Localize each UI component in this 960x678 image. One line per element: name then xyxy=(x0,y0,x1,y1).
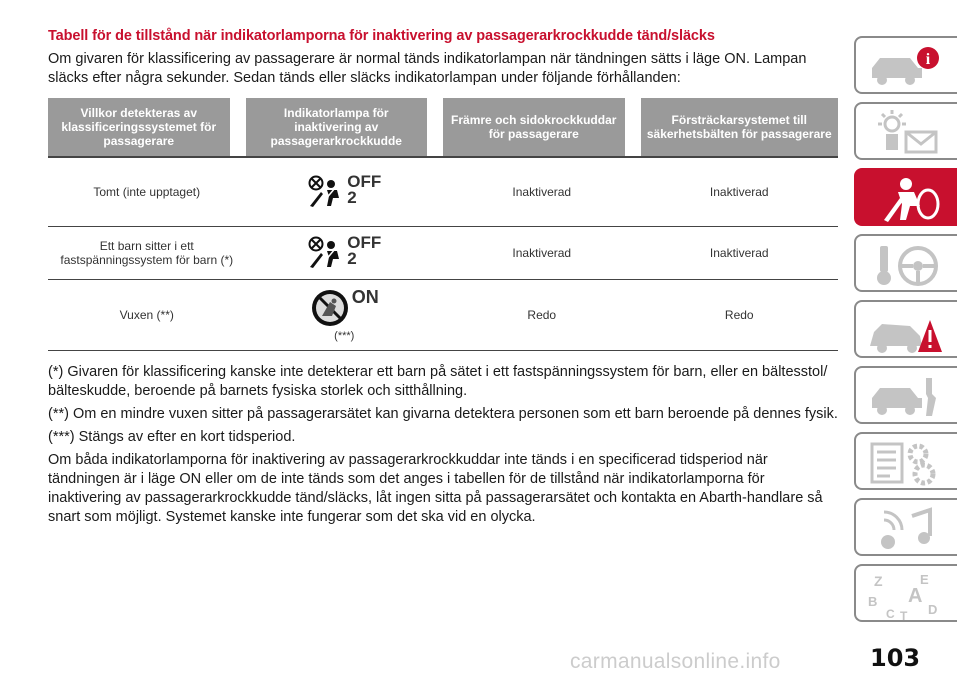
lamp-off-label: OFF xyxy=(347,232,382,252)
airbag-indicator-table xyxy=(48,98,838,351)
tab-maintenance[interactable] xyxy=(854,366,957,424)
cell-front-airbags: Inaktiverad xyxy=(443,227,641,280)
header-condition: Villkor detekteras av klassificeringssystemet för passagerare xyxy=(48,98,246,156)
tab-dashboard-lights[interactable] xyxy=(854,102,957,160)
tab-starting-driving[interactable] xyxy=(854,234,957,292)
table-row xyxy=(48,280,838,351)
index-letter: D xyxy=(928,602,938,617)
tab-car-info[interactable] xyxy=(854,36,957,94)
tab-index[interactable] xyxy=(854,564,957,622)
table-header-row xyxy=(48,98,838,156)
tab-emergency[interactable] xyxy=(854,300,957,358)
cell-indicator-lamp xyxy=(246,156,444,227)
index-letters-icon xyxy=(866,570,946,620)
airbag-off-indicator xyxy=(307,171,382,208)
car-info-icon xyxy=(866,42,946,92)
table-row xyxy=(48,227,838,280)
lamp-digit: 2 xyxy=(347,248,357,268)
warning-paragraph: Om båda indikatorlamporna för inaktivering av passagerarkrockkuddar inte tänds i en specificerad tidsperiod när tändningen är i läge ON eller om de inte tänds som det anges i tabellen för de tillstånd när indikatorlamporna för inaktivering av passagerarkrockkudde tänd/släcks, låt ingen sitta på passagerarsätet och kontakta en Abarth-handlare så snart som möjligt. Systemet kanske inte fungerar som det ska vid en olycka. xyxy=(48,452,823,525)
page-heading: Tabell för de tillstånd när indikatorlamporna för inaktivering av passagerarkrockkudde tänd/släcks xyxy=(48,28,715,44)
index-letter: E xyxy=(920,572,929,587)
index-letter: T xyxy=(900,609,908,620)
lamp-on-label: ON xyxy=(351,287,379,307)
emergency-car-icon xyxy=(866,306,946,356)
lamp-off-label: OFF xyxy=(347,171,382,191)
tab-technical-data[interactable] xyxy=(854,432,957,490)
dashboard-lights-icon xyxy=(866,108,946,158)
header-front-side-airbags: Främre och sidokrockkuddar för passagerare xyxy=(443,98,641,156)
cell-front-airbags: Inaktiverad xyxy=(443,156,641,227)
page-number: 103 xyxy=(870,644,921,672)
cell-condition: Vuxen (**) xyxy=(48,280,246,351)
svg-text:i: i xyxy=(925,51,931,68)
cell-pretensioner: Inaktiverad xyxy=(641,156,839,227)
index-letter: C xyxy=(886,607,895,620)
table-row xyxy=(48,156,838,227)
footnote-turn-off: (***) Stängs av efter en kort tidsperiod. xyxy=(48,429,296,445)
intro-paragraph: Om givaren för klassificering av passagerare är normal tänds indikatorlampan när tändningen sätts i läge ON. Lampan släcks efter några sekunder. Sedan tänds eller släcks indikatorlampan under följande förhållanden: xyxy=(48,51,807,86)
lamp-digit: 2 xyxy=(347,187,357,207)
passenger-airbag-on-icon xyxy=(310,288,350,328)
header-pretensioner: Försträckarsystemet till säkerhetsbälten för passagerare xyxy=(641,98,839,156)
multimedia-icon xyxy=(866,504,946,554)
airbag-off-indicator xyxy=(307,232,382,269)
page-content xyxy=(48,28,838,531)
watermark: carmanualsonline.info xyxy=(570,650,781,673)
footnote-small-adult: (**) Om en mindre vuxen sitter på passagerarsätet kan givarna detektera personen som ett barn beroende på dennes fysik. xyxy=(48,406,838,422)
cell-pretensioner: Inaktiverad xyxy=(641,227,839,280)
passenger-airbag-off-icon xyxy=(307,174,347,208)
index-letter: Z xyxy=(874,573,883,589)
car-maintenance-icon xyxy=(866,372,946,422)
index-letter: B xyxy=(868,594,878,609)
cell-indicator-lamp xyxy=(246,227,444,280)
footnotes xyxy=(48,363,838,527)
chapter-tabs-sidebar xyxy=(852,0,960,678)
key-steering-wheel-icon xyxy=(866,240,946,290)
cell-condition: Ett barn sitter i ett fastspänningssystem för barn (*) xyxy=(48,227,246,280)
cell-pretensioner: Redo xyxy=(641,280,839,351)
safety-airbag-icon xyxy=(866,174,946,224)
lamp-footnote-ref: (***) xyxy=(334,330,355,342)
tab-multimedia[interactable] xyxy=(854,498,957,556)
airbag-on-indicator xyxy=(250,288,440,342)
technical-data-icon xyxy=(866,438,946,488)
cell-front-airbags: Redo xyxy=(443,280,641,351)
cell-indicator-lamp xyxy=(246,280,444,351)
passenger-airbag-off-icon xyxy=(307,235,347,269)
footnote-child: (*) Givaren för klassificering kanske inte detekterar ett barn på sätet i ett fastspänningssystem för barn, eller en bältesstol/ bälteskudde, beroende på barnets fysiska storlek och sitthållning. xyxy=(48,364,828,399)
header-indicator-lamp: Indikatorlampa för inaktivering av passagerarkrockkudde xyxy=(246,98,444,156)
index-letter: A xyxy=(908,585,923,607)
cell-condition: Tomt (inte upptaget) xyxy=(48,156,246,227)
tab-safety[interactable] xyxy=(854,168,957,226)
